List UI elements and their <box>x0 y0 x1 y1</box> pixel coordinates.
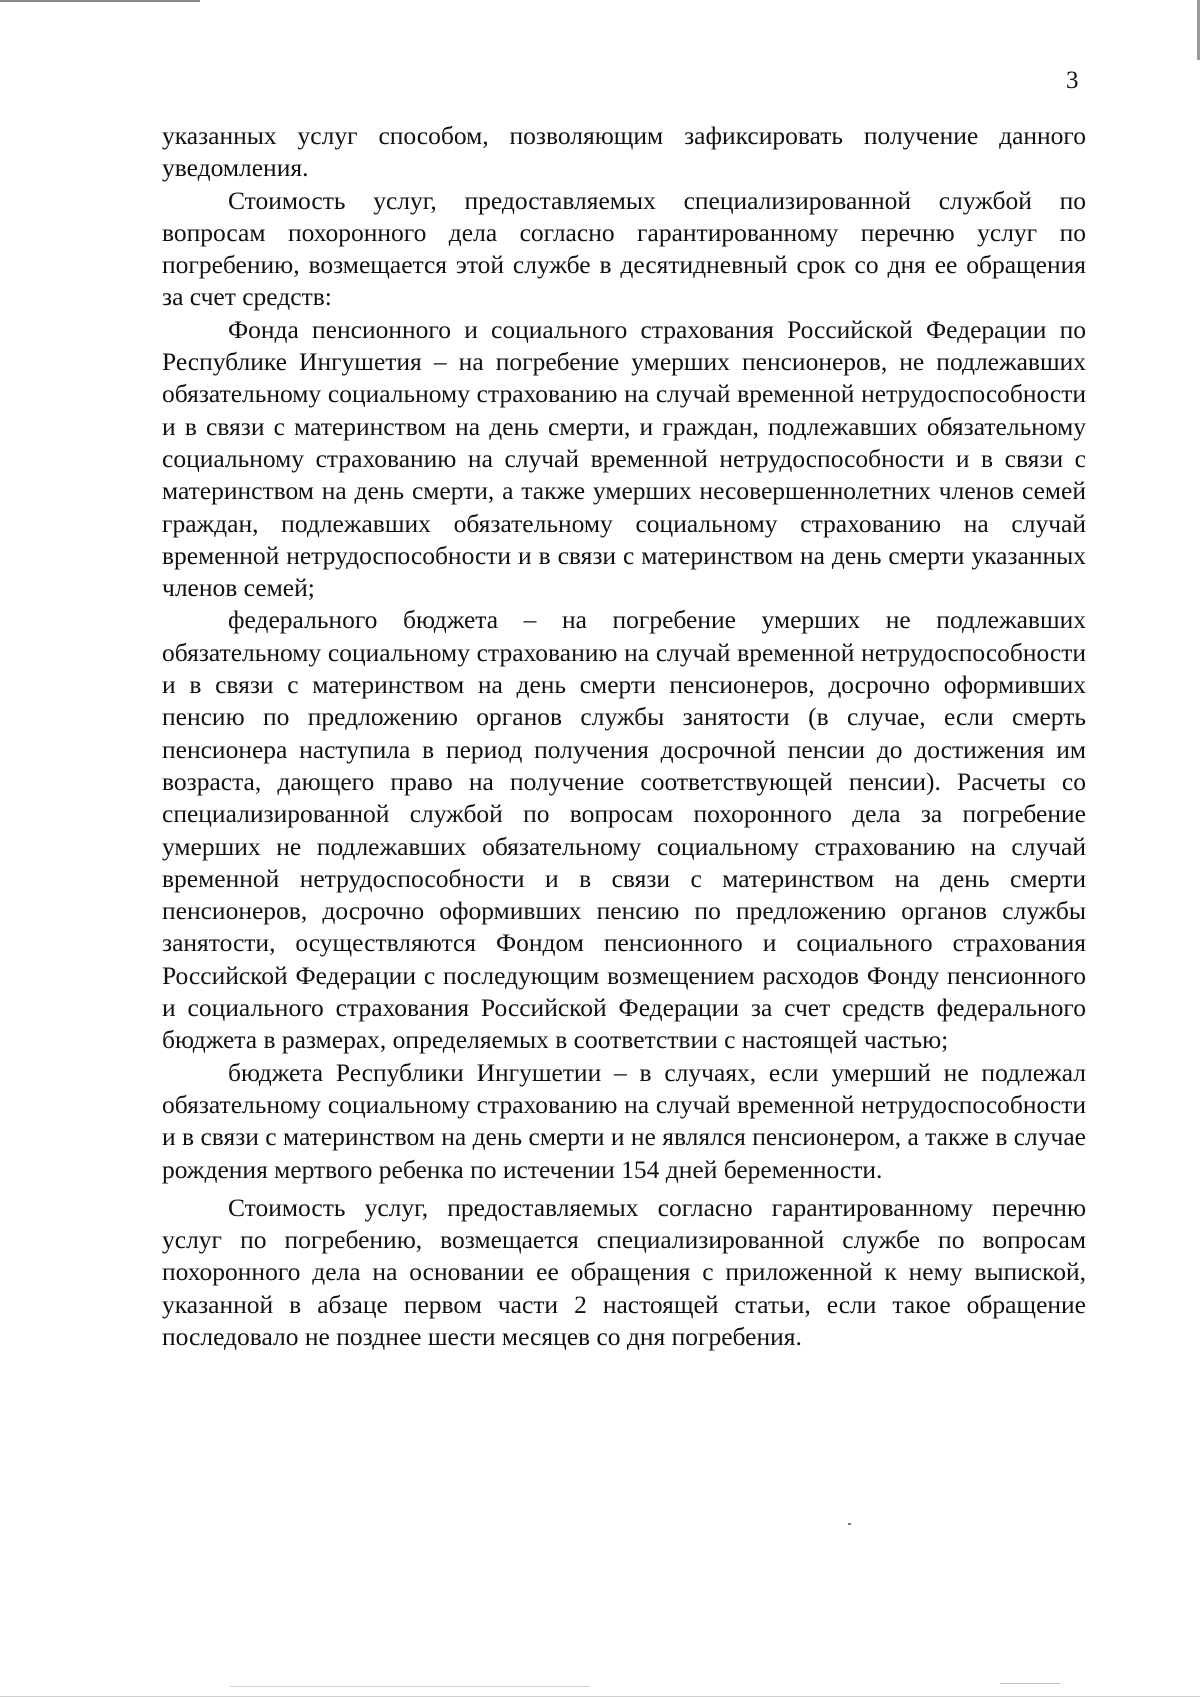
scan-mark-bottom-left <box>230 1686 590 1687</box>
scan-speck <box>848 1523 851 1525</box>
scan-edge-top <box>0 0 200 2</box>
paragraph-continuation: указанных услуг способом, позволяющим зафиксировать получение данного уведомления. <box>162 121 1086 183</box>
paragraph-pension-fund: Фонда пенсионного и социального страхования Российской Федерации по Республике Ингушетия – на погребение умерших пенсионеров, не подлежавших обязательному социальному страхованию на случай временной нетрудоспособности и в связи с материнством на день смерти, и граждан, подлежавших обязательному социальному страхованию на случай временной нетрудоспособности и в связи с материнством на день смерти, а также умерших несовершеннолетних членов семей граждан, подлежавших обязательному социальному страхованию на случай временной нетрудоспособности и в связи с материнством на день смерти указанных членов семей; <box>162 314 1086 603</box>
paragraph-reimbursement-deadline: Стоимость услуг, предоставляемых согласно гарантированному перечню услуг по погребению, возмещается специализированной службе по вопросам похоронного дела на основании ее обращения с приложенной к нему выпиской, указанной в абзаце первом части 2 настоящей статьи, если такое обращение последовало не позднее шести месяцев со дня погребения. <box>162 1192 1086 1351</box>
paragraph-republic-budget: бюджета Республики Ингушетии – в случаях, если умерший не подлежал обязательному социальному страхованию на случай временной нетрудоспособности и в связи с материнством на день смерти и не являлся пенсионером, а также в случае рождения мертвого ребенка по истечении 154 дней беременности. <box>162 1057 1086 1184</box>
page-number: 3 <box>1066 67 1079 94</box>
document-body <box>162 120 1086 1353</box>
paragraph-cost-reimbursement: Стоимость услуг, предоставляемых специализированной службой по вопросам похоронного дела согласно гарантированному перечню услуг по погребению, возмещается этой службе в десятидневный срок со дня ее обращения за счет средств: <box>162 185 1086 312</box>
scan-mark-bottom-right <box>1000 1683 1060 1684</box>
paragraph-federal-budget: федерального бюджета – на погребение умерших не подлежавших обязательному социальному страхованию на случай временной нетрудоспособности и в связи с материнством на день смерти пенсионеров, досрочно оформивших пенсию по предложению органов службы занятости (в случае, если смерть пенсионера наступила в период получения досрочной пенсии до достижения им возраста, дающего право на получение соответствующей пенсии). Расчеты со специализированной службой по вопросам похоронного дела за погребение умерших не подлежавших обязательному социальному страхованию на случай временной нетрудоспособности и в связи с материнством на день смерти пенсионеров, досрочно оформивших пенсию по предложению органов службы занятости, осуществляются Фондом пенсионного и социального страхования Российской Федерации с последующим возмещением расходов Фонду пенсионного и социального страхования Российской Федерации за счет средств федерального бюджета в размерах, определяемых в соответствии с настоящей частью; <box>162 605 1086 1055</box>
